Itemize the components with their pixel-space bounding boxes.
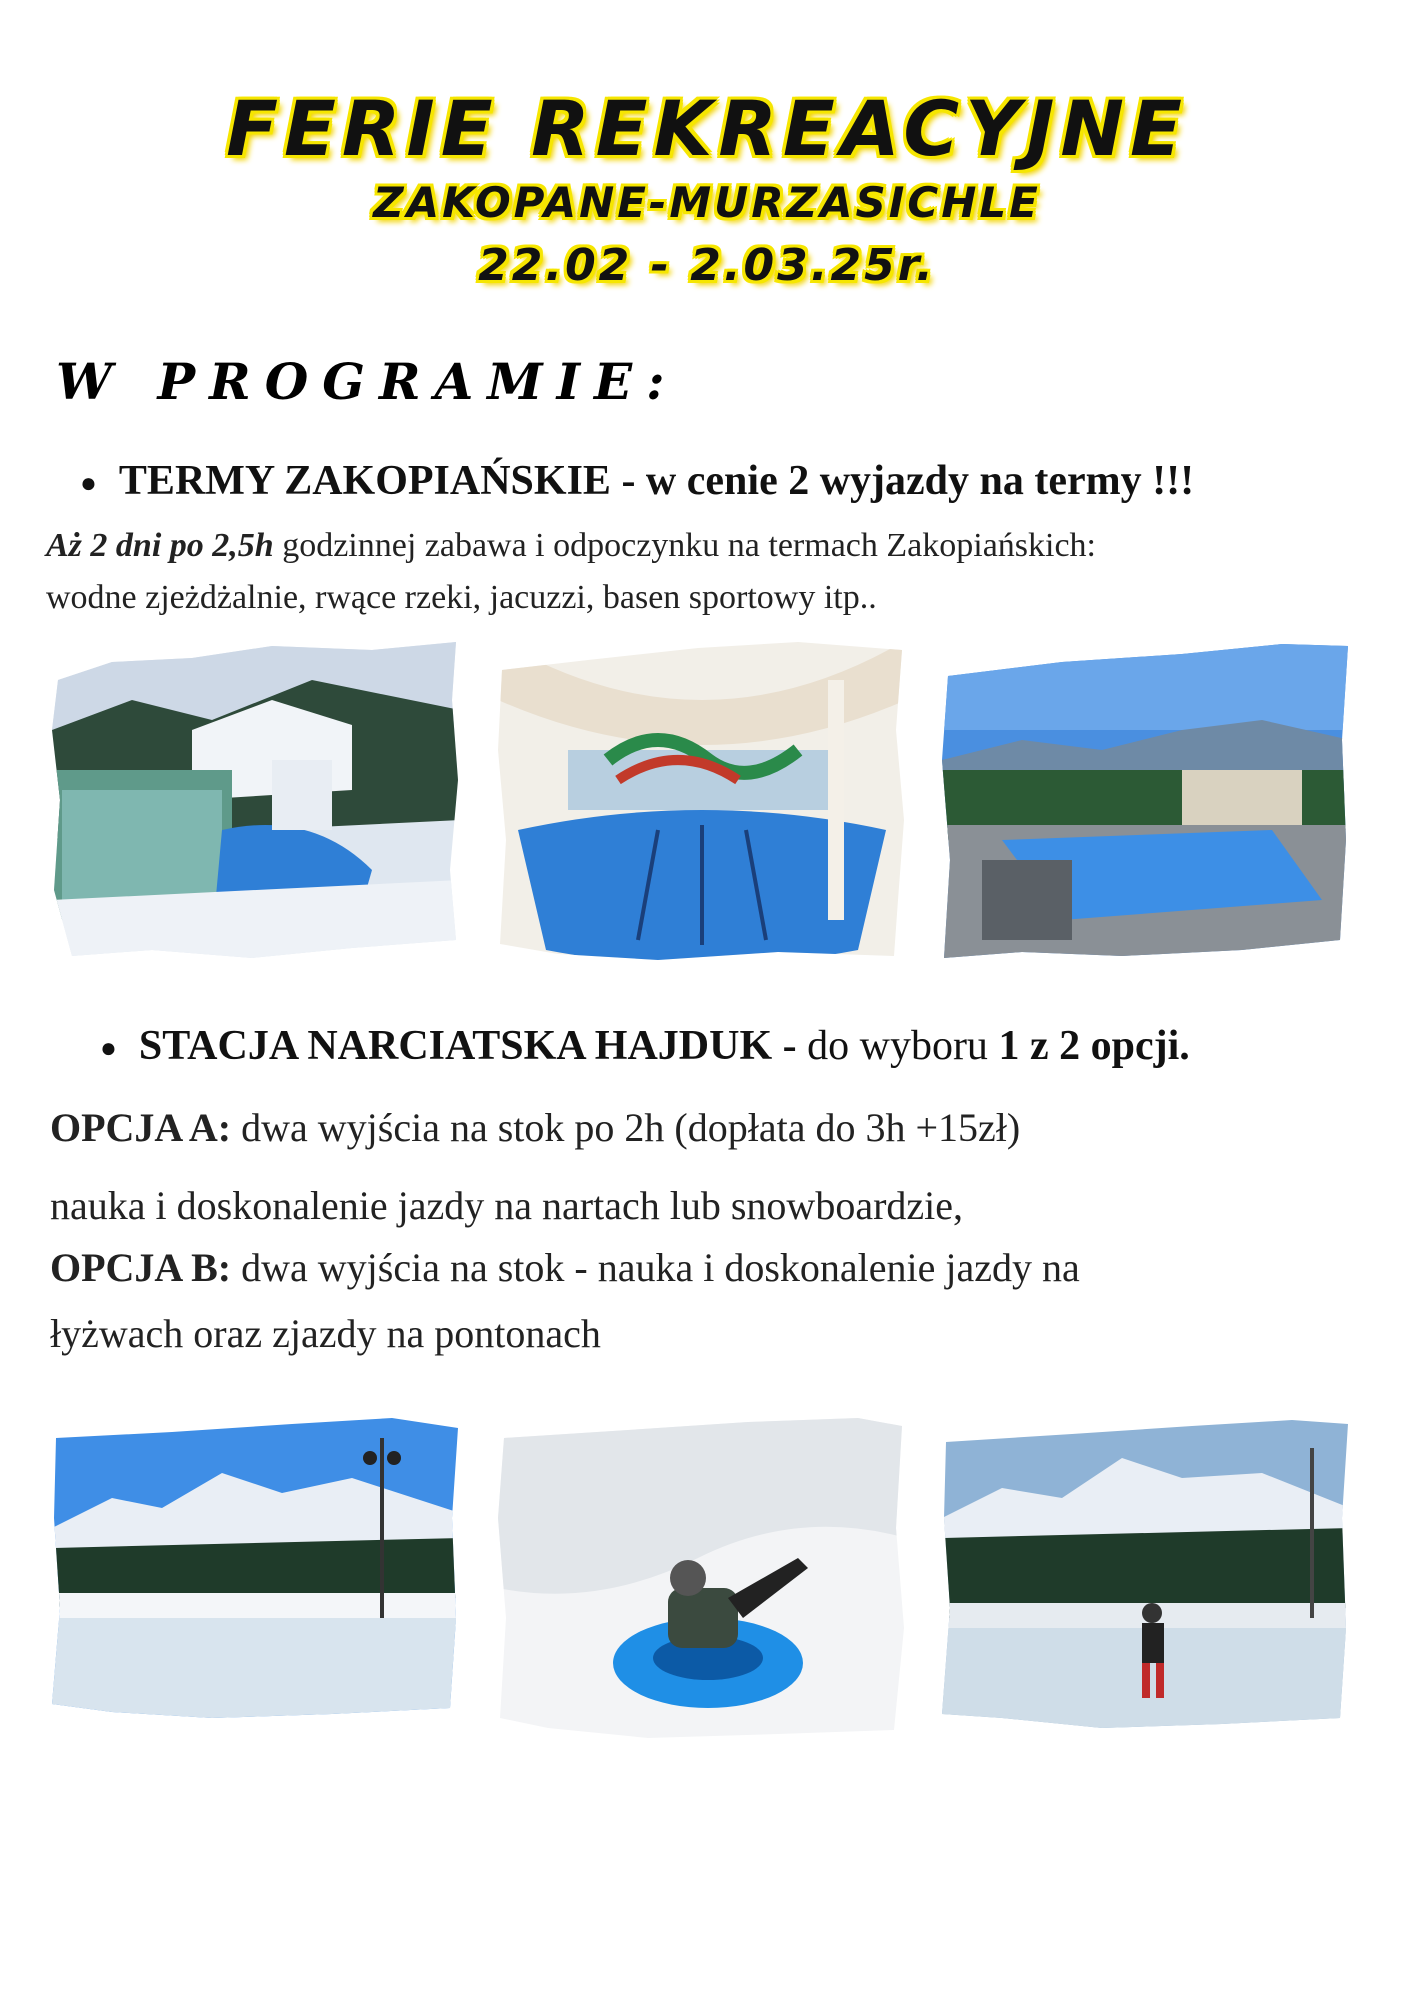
photo-ice-skater (942, 1418, 1350, 1728)
section1-desc-line2: wodne zjeżdżalnie, rwące rzeki, jacuzzi, basen sportowy itp.. (46, 579, 877, 616)
option-a-text: dwa wyjścia na stok po 2h (dopłata do 3h +15zł) (231, 1105, 1021, 1150)
section1-highlight: - w cenie 2 wyjazdy na termy !!! (621, 458, 1195, 504)
photo-ice-rink-mountains (52, 1418, 460, 1718)
section2-bullet (100, 1022, 1190, 1070)
programme-heading: W PROGRAMIE: (56, 352, 679, 411)
section2-name: STACJA NARCIATSKA HAJDUK - (138, 1023, 808, 1069)
dates-title: 22.02 - 2.03.25r. (478, 240, 936, 291)
option-b-line2: łyżwach oraz zjazdy na pontonach (50, 1311, 601, 1356)
photo-thermal-pool-winter (52, 640, 460, 960)
section1-bullet (80, 457, 1194, 505)
location-title: ZAKOPANE-MURZASICHLE (373, 178, 1041, 227)
photo-outdoor-pool-summer (942, 640, 1350, 960)
main-title: FERIE REKREACYJNE (226, 84, 1188, 173)
section1-desc-line1 (46, 520, 1096, 572)
option-b-label: OPCJA B: (50, 1245, 232, 1290)
section2-end: 1 z 2 opcji. (998, 1023, 1190, 1069)
option-b-text: dwa wyjścia na stok - nauka i doskonalenie jazdy na (231, 1245, 1080, 1290)
section1-name: TERMY ZAKOPIAŃSKIE (118, 458, 622, 504)
bullet-icon: ● (80, 468, 97, 500)
option-a-line2: nauka i doskonalenie jazdy na nartach lub snowboardzie, (50, 1183, 964, 1228)
option-a-label: OPCJA A: (50, 1105, 232, 1150)
section1-emph: Aż 2 dni po 2,5h (46, 527, 274, 564)
option-b-line1 (50, 1244, 1080, 1291)
bullet-icon: ● (100, 1033, 117, 1065)
photo-indoor-pool (498, 640, 906, 960)
photo-snow-tubing (498, 1418, 906, 1738)
section1-rest: godzinnej zabawa i odpoczynku na termach Zakopiańskich: (273, 527, 1096, 564)
option-a-line1 (50, 1104, 1020, 1151)
section2-middle: do wyboru (807, 1023, 999, 1069)
